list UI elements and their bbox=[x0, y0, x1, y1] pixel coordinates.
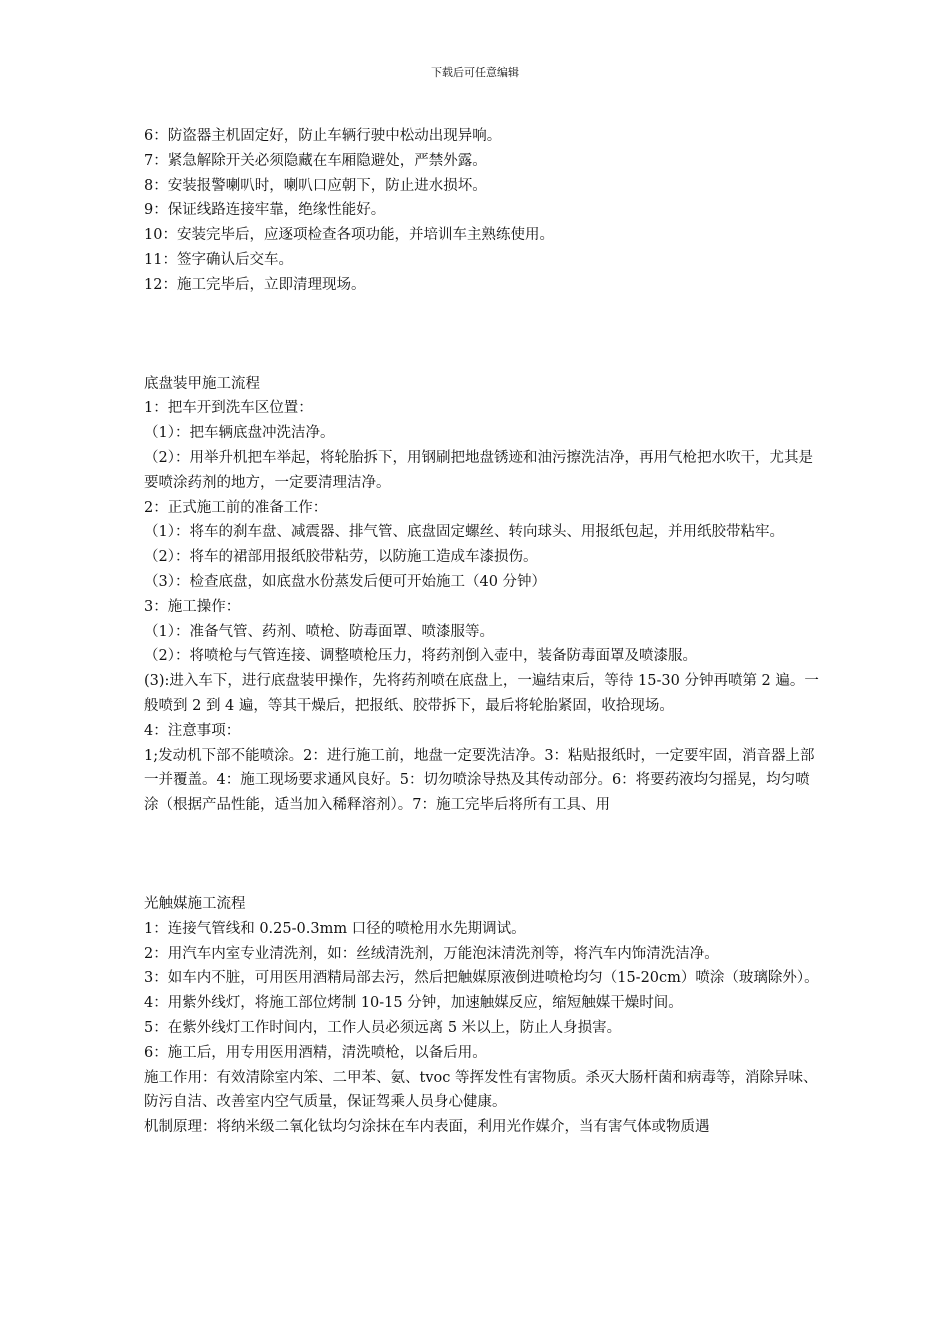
paragraph: 5：在紫外线灯工作时间内，工作人员必须远离 5 米以上，防止人身损害。 bbox=[144, 1019, 622, 1036]
paragraph: 6：施工后，用专用医用酒精，清洗喷枪，以备后用。 bbox=[144, 1044, 487, 1061]
list-item: 6：防盗器主机固定好，防止车辆行驶中松动出现异响。 bbox=[144, 128, 502, 144]
list-item: 7：紧急解除开关必须隐藏在车厢隐避处，严禁外露。 bbox=[144, 152, 487, 169]
list-item: 9：保证线路连接牢靠，绝缘性能好。 bbox=[144, 202, 386, 219]
header-text: 下载后可任意编辑 bbox=[431, 66, 519, 79]
paragraph: 3：施工操作： bbox=[144, 598, 241, 615]
intro-list bbox=[144, 124, 824, 298]
paragraph: 2：正式施工前的准备工作： bbox=[144, 499, 328, 516]
paragraph: 2：用汽车内室专业清洗剂，如：丝绒清洗剂，万能泡沫清洗剂等，将汽车内饰清洗洁净。 bbox=[144, 945, 719, 962]
chassis-section bbox=[144, 372, 824, 818]
paragraph: 4：注意事项： bbox=[144, 722, 241, 739]
paragraph: 3：如车内不脏，可用医用酒精局部去污，然后把触媒原液倒进喷枪均匀（15-20cm）喷涂（玻璃除外）。 bbox=[144, 970, 819, 987]
paragraph: (3):进入车下，进行底盘装甲操作，先将药剂喷在底盘上，一遍结束后，等待 15-30 分钟再喷第 2 遍。一般喷到 2 到 4 遍，等其干燥后，把报纸、胶带拆下，最后将轮胎紧固，收拾现场。 bbox=[144, 673, 819, 714]
paragraph: 4：用紫外线灯，将施工部位烤制 10-15 分钟，加速触媒反应，缩短触媒干燥时间。 bbox=[144, 995, 683, 1012]
paragraph: （3）：检查底盘，如底盘水份蒸发后便可开始施工（40 分钟） bbox=[144, 573, 547, 590]
document-body bbox=[144, 124, 824, 1140]
list-item: 10：安装完毕后，应逐项检查各项功能，并培训车主熟练使用。 bbox=[144, 227, 554, 244]
section-title: 底盘装甲施工流程 bbox=[144, 375, 260, 392]
paragraph: 机制原理：将纳米级二氧化钛均匀涂抹在车内表面，利用光作媒介，当有害气体或物质遇 bbox=[144, 1119, 710, 1136]
section-title: 光触媒施工流程 bbox=[144, 895, 246, 912]
paragraph: 1：把车开到洗车区位置： bbox=[144, 400, 313, 417]
list-item: 11：签字确认后交车。 bbox=[144, 251, 293, 268]
list-item: 12：施工完毕后，立即清理现场。 bbox=[144, 276, 366, 293]
section-spacer bbox=[144, 818, 824, 892]
section-spacer bbox=[144, 298, 824, 372]
paragraph: （1）：准备气管、药剂、喷枪、防毒面罩、喷漆服等。 bbox=[144, 623, 494, 640]
paragraph: 1：连接气管线和 0.25-0.3mm 口径的喷枪用水先期调试。 bbox=[144, 920, 526, 937]
paragraph: 施工作用：有效清除室内笨、二甲苯、氨、tvoc 等挥发性有害物质。杀灭大肠杆菌和病毒等，消除异味、防污自洁、改善室内空气质量，保证驾乘人员身心健康。 bbox=[144, 1069, 818, 1111]
photocatalyst-section bbox=[144, 892, 824, 1140]
paragraph: 1;发动机下部不能喷涂。2：进行施工前，地盘一定要洗洁净。3：粘贴报纸时，一定要牢固，消音器上部一并覆盖。4：施工现场要求通风良好。5：切勿喷涂导热及其传动部分。6：将要药液均匀摇晃，均匀喷涂（根据产品性能，适当加入稀释溶剂）。7：施工完毕后将所有工具、用 bbox=[144, 747, 815, 814]
paragraph: （1）：将车的刹车盘、减震器、排气管、底盘固定螺丝、转向球头、用报纸包起，并用纸胶带粘牢。 bbox=[144, 524, 784, 541]
page-header bbox=[0, 66, 950, 80]
paragraph: （2）：将车的裙部用报纸胶带粘劳，以防施工造成车漆损伤。 bbox=[144, 549, 538, 566]
list-item: 8：安装报警喇叭时，喇叭口应朝下，防止进水损坏。 bbox=[144, 177, 487, 194]
paragraph: （2）：用举升机把车举起，将轮胎拆下，用钢刷把地盘锈迹和油污擦洗洁净，再用气枪把水吹干，尤其是要喷涂药剂的地方，一定要清理洁净。 bbox=[144, 449, 813, 491]
paragraph: （1）：把车辆底盘冲洗洁净。 bbox=[144, 425, 335, 442]
paragraph: （2）：将喷枪与气管连接、调整喷枪压力，将药剂倒入壶中，装备防毒面罩及喷漆服。 bbox=[144, 648, 697, 665]
